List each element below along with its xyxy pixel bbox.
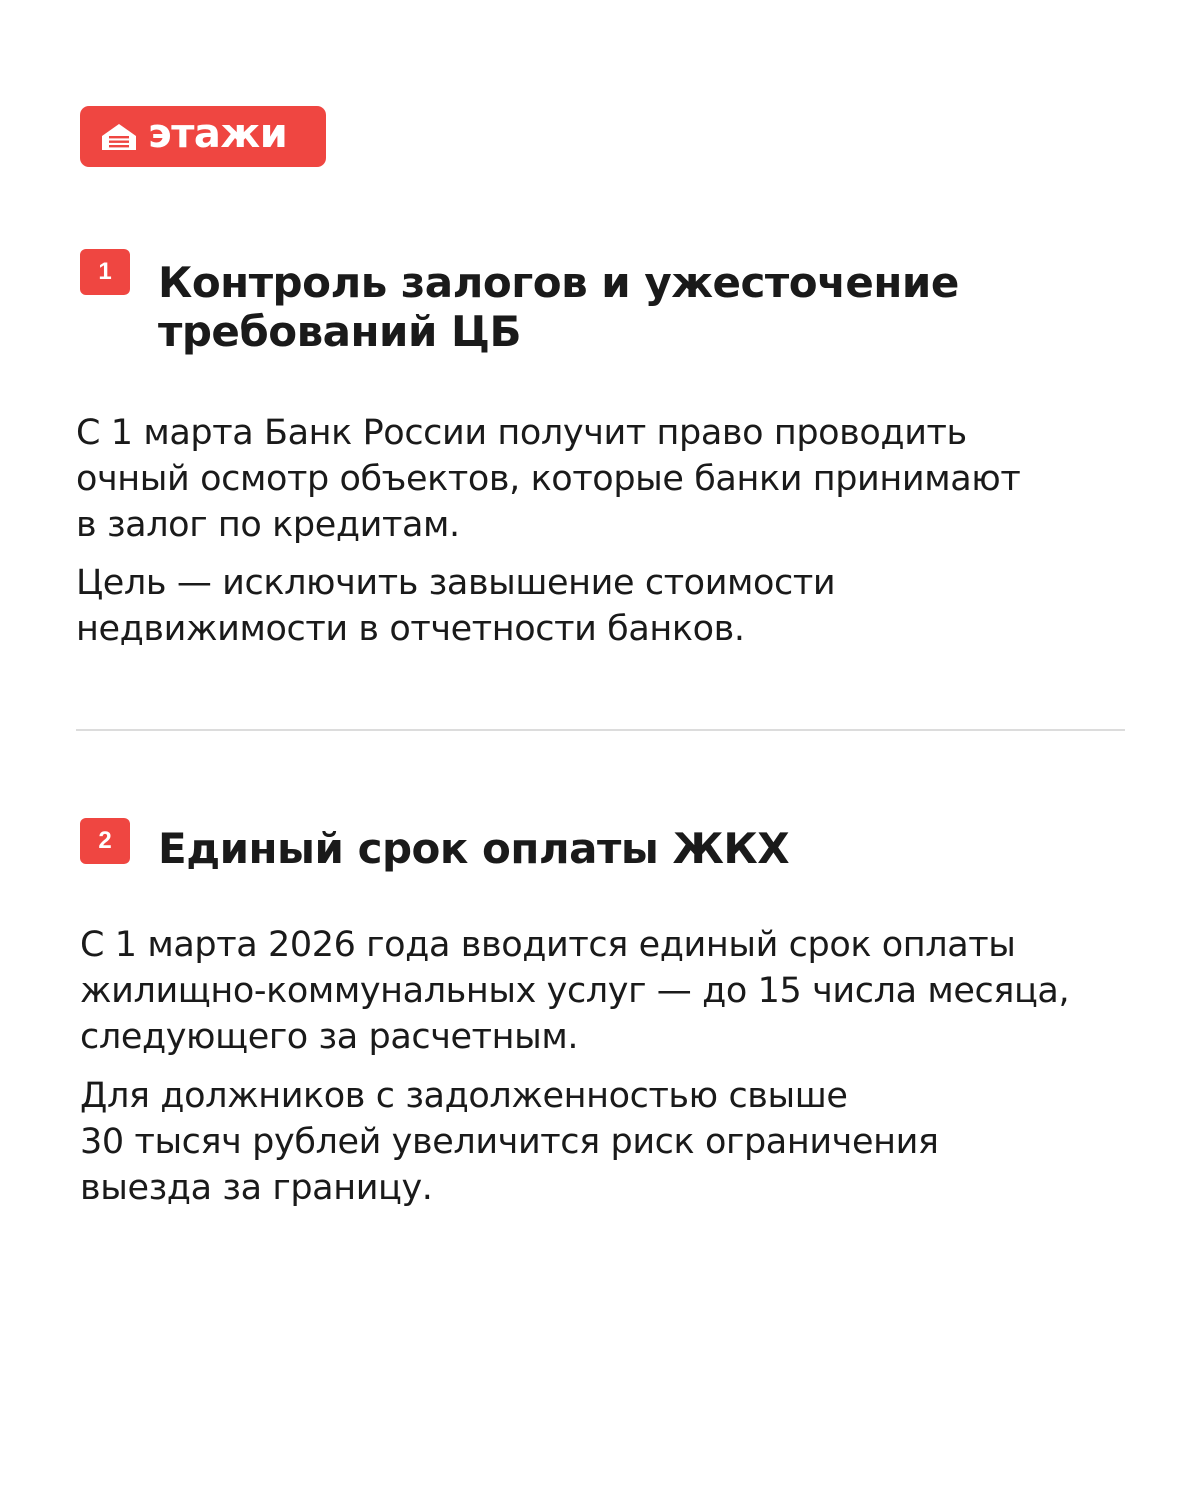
paragraph-line: следующего за расчетным. (80, 1017, 579, 1057)
section-title-line: Единый срок оплаты ЖКХ (158, 824, 790, 873)
paragraph-line: жилищно-коммунальных услуг — до 15 числа месяца, (80, 971, 1070, 1011)
paragraph-line: очный осмотр объектов, которые банки принимают (76, 459, 1021, 499)
section-2-paragraph-2 (80, 1073, 939, 1211)
paragraph-line: в залог по кредитам. (76, 505, 460, 545)
section-title (158, 258, 959, 356)
section-2-heading (80, 818, 789, 873)
section-2-paragraph-1 (80, 922, 1069, 1060)
paragraph-line: С 1 марта 2026 года вводится единый срок оплаты (80, 925, 1016, 965)
paragraph-line: недвижимости в отчетности банков. (76, 609, 745, 649)
paragraph-line: Цель — исключить завышение стоимости (76, 563, 836, 603)
section-title (158, 824, 789, 873)
section-title-line: требований ЦБ (158, 307, 521, 356)
paragraph-line: 30 тысяч рублей увеличится риск ограничения (80, 1122, 939, 1162)
building-icon (100, 122, 138, 152)
paragraph-line: Для должников с задолженностью свыше (80, 1076, 848, 1116)
brand-logo (80, 106, 326, 167)
section-1-paragraph-1 (76, 410, 1020, 548)
section-divider (76, 729, 1125, 731)
section-number-badge: 1 (80, 249, 130, 295)
section-1-heading (80, 249, 959, 356)
section-1-paragraph-2 (76, 560, 835, 652)
section-title-line: Контроль залогов и ужесточение (158, 258, 959, 307)
paragraph-line: С 1 марта Банк России получит право проводить (76, 413, 967, 453)
section-number-badge: 2 (80, 818, 130, 864)
paragraph-line: выезда за границу. (80, 1168, 433, 1208)
logo-text: этажи (148, 110, 288, 157)
